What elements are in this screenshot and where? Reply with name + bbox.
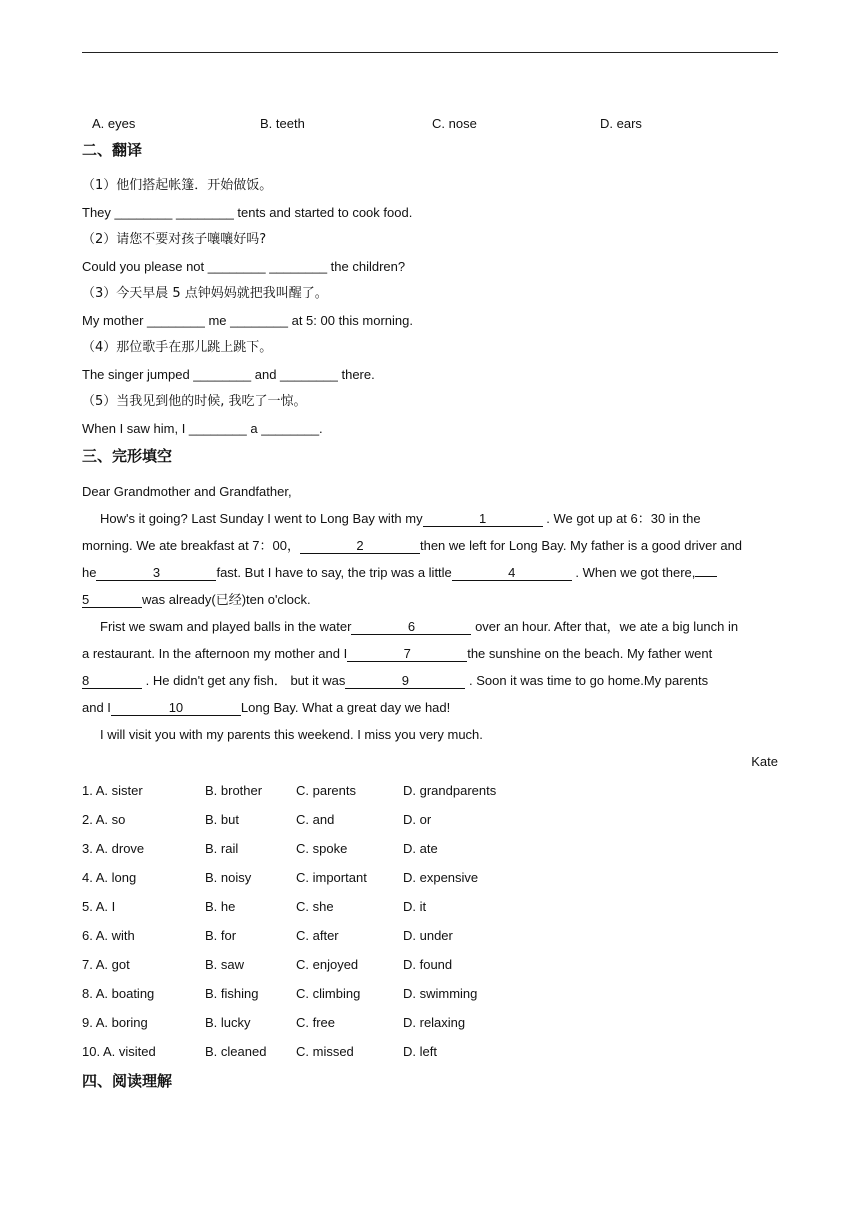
prev-option-c: C. nose (432, 116, 477, 131)
translation-sentence-1: They ________ ________ tents and started to cook food. (82, 205, 413, 220)
prev-option-b: B. teeth (260, 116, 305, 131)
cloze-option-1-a: 1. A. sister (82, 783, 143, 798)
letter-greeting: Dear Grandmother and Grandfather, (82, 484, 292, 499)
cloze-option-1-d: D. grandparents (403, 783, 497, 798)
cloze-option-4-a: 4. A. long (82, 870, 137, 885)
blank-6: 6 (351, 620, 471, 635)
section-title-cloze: 三、完形填空 (82, 447, 173, 465)
cloze-text: How's it going? Last Sunday I went to Long Bay with my (100, 511, 423, 526)
blank-3: 3 (96, 566, 216, 581)
cloze-option-2-a: 2. A. so (82, 812, 126, 827)
cloze-line-6 (82, 646, 712, 662)
cloze-text: Frist we swam and played balls in the water (100, 619, 352, 634)
blank-5: 5 (82, 593, 142, 608)
cloze-option-3-d: D. ate (403, 841, 438, 856)
cloze-line-8 (82, 700, 450, 716)
translation-sentence-3: My mother ________ me ________ at 5: 00 this morning. (82, 313, 413, 328)
cloze-option-8-c: C. climbing (296, 986, 361, 1001)
blank-10: 10 (111, 701, 241, 716)
cloze-text: then we left for Long Bay. My father is a good driver and (419, 538, 743, 553)
translation-prompt-5: （5）当我见到他的时候, 我吃了一惊。 (82, 394, 307, 409)
cloze-text: . We got up at 6：30 in the (542, 511, 701, 526)
translation-prompt-4: （4）那位歌手在那儿跳上跳下。 (82, 340, 273, 355)
cloze-option-10-c: C. missed (296, 1044, 354, 1059)
cloze-line-4 (82, 592, 311, 608)
blank-5-lead (695, 576, 717, 577)
cloze-option-1-c: C. parents (296, 783, 356, 798)
cloze-option-9-d: D. relaxing (403, 1015, 466, 1030)
cloze-text: was already(已经)ten o'clock. (142, 592, 311, 607)
cloze-option-8-a: 8. A. boating (82, 986, 155, 1001)
cloze-line-7 (82, 673, 708, 689)
cloze-option-9-c: C. free (296, 1015, 336, 1030)
cloze-line-5 (100, 619, 738, 635)
cloze-option-10-b: B. cleaned (205, 1044, 267, 1059)
cloze-text: . When we got there, (571, 565, 696, 580)
cloze-text: Long Bay. What a great day we had! (240, 700, 451, 715)
cloze-text: over an hour. After that，we ate a big lunch in (471, 619, 739, 634)
section-title-translation: 二、翻译 (82, 141, 143, 159)
cloze-option-1-b: B. brother (205, 783, 263, 798)
cloze-option-6-b: B. for (205, 928, 237, 943)
prev-option-d: D. ears (600, 116, 642, 131)
cloze-text: morning. We ate breakfast at 7：00， (82, 538, 300, 553)
cloze-option-9-b: B. lucky (205, 1015, 251, 1030)
cloze-option-2-c: C. and (296, 812, 335, 827)
cloze-text: . Soon it was time to go home.My parents (465, 673, 709, 688)
cloze-option-3-a: 3. A. drove (82, 841, 145, 856)
cloze-option-2-b: B. but (205, 812, 239, 827)
cloze-option-6-a: 6. A. with (82, 928, 135, 943)
blank-1: 1 (423, 512, 543, 527)
blank-8: 8 (82, 674, 142, 689)
cloze-option-6-d: D. under (403, 928, 453, 943)
cloze-option-7-a: 7. A. got (82, 957, 130, 972)
cloze-option-6-c: C. after (296, 928, 339, 943)
cloze-option-9-a: 9. A. boring (82, 1015, 148, 1030)
translation-sentence-2: Could you please not ________ ________ the children? (82, 259, 406, 274)
blank-7: 7 (347, 647, 467, 662)
cloze-option-7-b: B. saw (205, 957, 245, 972)
cloze-option-3-c: C. spoke (296, 841, 348, 856)
cloze-text: the sunshine on the beach. My father went (467, 646, 713, 661)
header-rule (82, 52, 778, 53)
letter-closing-line: I will visit you with my parents this weekend. I miss you very much. (100, 727, 483, 742)
cloze-option-5-b: B. he (205, 899, 236, 914)
cloze-line-1 (100, 511, 701, 527)
cloze-option-2-d: D. or (403, 812, 432, 827)
cloze-text: . He didn't get any fish． but it was (142, 673, 346, 688)
cloze-option-5-d: D. it (403, 899, 427, 914)
cloze-line-3 (82, 565, 717, 581)
cloze-option-10-a: 10. A. visited (82, 1044, 156, 1059)
cloze-option-7-c: C. enjoyed (296, 957, 359, 972)
cloze-text: fast. But I have to say, the trip was a little (216, 565, 452, 580)
cloze-option-4-d: D. expensive (403, 870, 479, 885)
cloze-option-8-d: D. swimming (403, 986, 478, 1001)
cloze-option-3-b: B. rail (205, 841, 239, 856)
cloze-option-7-d: D. found (403, 957, 453, 972)
translation-prompt-3: （3）今天早晨 5 点钟妈妈就把我叫醒了。 (82, 286, 328, 301)
blank-2: 2 (300, 539, 420, 554)
cloze-option-5-c: C. she (296, 899, 334, 914)
translation-prompt-1: （1）他们搭起帐篷．开始做饭。 (82, 178, 273, 193)
prev-option-a: A. eyes (92, 116, 136, 131)
cloze-text: a restaurant. In the afternoon my mother and I (82, 646, 348, 661)
cloze-option-4-c: C. important (296, 870, 367, 885)
section-title-reading: 四、阅读理解 (82, 1072, 173, 1090)
cloze-line-2 (82, 538, 742, 554)
cloze-option-10-d: D. left (403, 1044, 437, 1059)
translation-prompt-2: （2）请您不要对孩子嚷嚷好吗? (82, 232, 267, 247)
blank-4: 4 (452, 566, 572, 581)
blank-9: 9 (345, 674, 465, 689)
cloze-option-5-a: 5. A. I (82, 899, 116, 914)
cloze-text: and I (82, 700, 111, 715)
cloze-text: he (82, 565, 97, 580)
translation-sentence-4: The singer jumped ________ and ________ there. (82, 367, 375, 382)
cloze-option-8-b: B. fishing (205, 986, 259, 1001)
letter-signature: Kate (751, 754, 778, 769)
translation-sentence-5: When I saw him, I ________ a ________. (82, 421, 323, 436)
cloze-option-4-b: B. noisy (205, 870, 252, 885)
